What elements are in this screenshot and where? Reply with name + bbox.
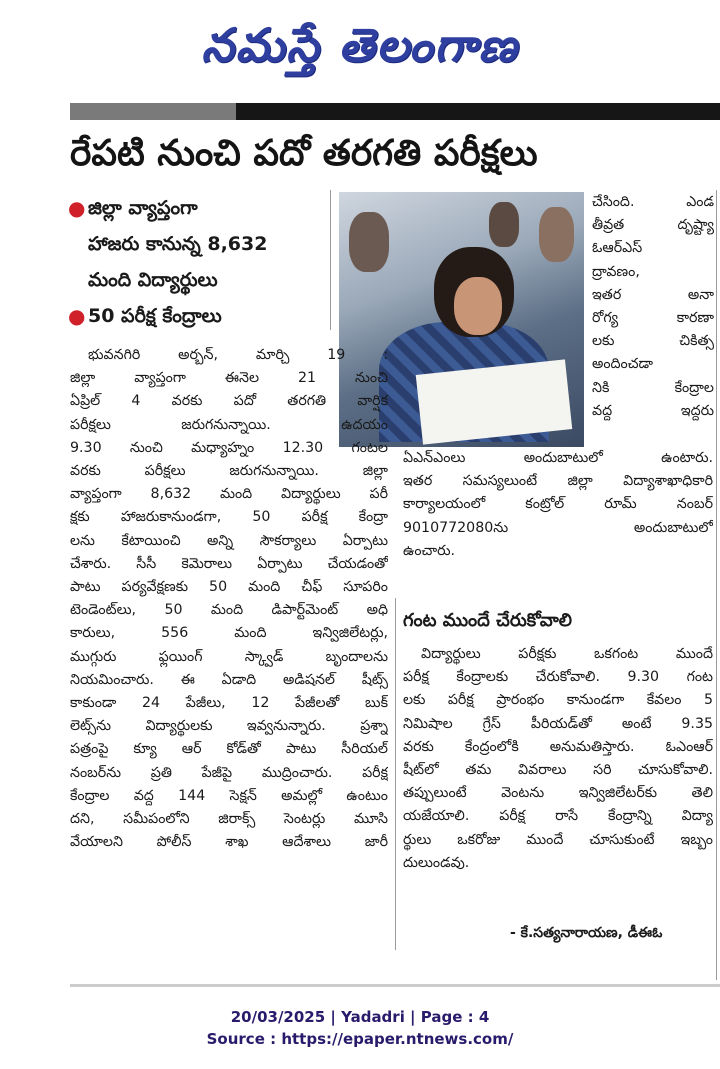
text-line: కేంద్రాల వద్ద 144 సెక్షన్ అమల్లో ఉంటుం bbox=[70, 787, 388, 804]
text-line: నిమిషాల గ్రేస్ పీరియడ్‌తో అంటే 9.35 bbox=[403, 715, 713, 732]
article-headline: రేపటి నుంచి పదో తరగతి పరీక్షలు bbox=[70, 133, 538, 174]
right-column-wide bbox=[403, 447, 713, 563]
text-line: వ్యాప్తంగా 8,632 మంది విద్యార్థులు పరీ bbox=[70, 486, 388, 503]
text-line: విద్యార్థులు పరీక్షకు ఒకగంట ముందే bbox=[421, 646, 713, 662]
text-line: ఇతర సమస్యలుంటే జిల్లా విద్యాశాఖాధికారి bbox=[403, 473, 713, 490]
text-line: చేసింది. ఎండ bbox=[592, 194, 714, 210]
text-line: క్షకు హాజరుకానుండగా, 50 పరీక్ష కేంద్రా bbox=[70, 509, 388, 526]
bullet-line: 50 పరీక్ష కేంద్రాలు bbox=[88, 305, 222, 327]
column-divider-middle bbox=[395, 598, 396, 950]
text-line: టెండెంట్‌లు, 50 మంది డిపార్ట్‌మెంట్ అధి bbox=[70, 602, 388, 619]
text-line: జిల్లా వ్యాప్తంగా ఈనెల 21 నుంచి bbox=[70, 370, 388, 387]
text-line: ముగ్గురు ఫ్లయింగ్ స్క్వాడ్ బృందాలను bbox=[70, 648, 388, 665]
text-line: పత్రంపై క్యూ ఆర్ కోడ్‌తో పాటు సీరియల్ bbox=[70, 741, 388, 758]
text-line: కాకుండా 24 పేజీలు, 12 పేజీలతో బుక్ bbox=[70, 695, 388, 712]
text-line: దులుండవు. bbox=[403, 854, 470, 871]
text-line: ఏప్రిల్ 4 వరకు పదో తరగతి వార్షిక bbox=[70, 393, 388, 410]
text-line: ఏఎన్ఎంలు అందుబాటులో ఉంటారు. bbox=[403, 450, 713, 466]
text-line: వరకు పరీక్షలు జరుగనున్నాయి. జిల్లా bbox=[70, 463, 388, 480]
text-line: చేశారు. సీసీ కెమెరాలు ఏర్పాటు చేయడంతో bbox=[70, 555, 388, 572]
text-line: తప్పులుంటే వెంటను ఇన్విజిలేటర్‌కు తెలి bbox=[403, 785, 713, 802]
column-divider-right bbox=[716, 190, 717, 980]
bullet-dot-icon: ● bbox=[68, 304, 86, 328]
header-bar-gray bbox=[70, 103, 236, 120]
bullet-line: మంది విద్యార్థులు bbox=[88, 269, 218, 291]
highlight-bullets bbox=[68, 190, 330, 334]
text-line: నికి కేంద్రాల bbox=[592, 379, 714, 396]
text-line: ఇతర అనా bbox=[592, 286, 714, 303]
text-line: యజేయాలి. పరీక్ష రాసే కేంద్రాన్ని విద్యా bbox=[403, 808, 713, 825]
footer-dateline: 20/03/2025 | Yadadri | Page : 4 bbox=[230, 1008, 490, 1026]
text-line: దని, సమీపంలోని జిరాక్స్ సెంటర్లు మూసి bbox=[70, 811, 388, 828]
subheading: గంట ముందే చేరుకోవాలి bbox=[403, 610, 572, 631]
text-line: 9010772080ను అందుబాటులో bbox=[403, 519, 713, 536]
masthead bbox=[0, 0, 720, 92]
text-line: వరకు కేంద్రంలోకి అనుమతిస్తారు. ఓఎంఆర్ bbox=[403, 738, 713, 755]
text-line: ర్థులు ఒకరోజు ముందే చూసుకుంటే ఇబ్బం bbox=[403, 831, 713, 848]
text-line: వేయాలని పోలీస్ శాఖ ఆదేశాలు జారీ bbox=[70, 834, 388, 851]
column-divider-left bbox=[330, 190, 331, 330]
text-line: నియమించారు. ఈ ఏడాది అడిషనల్ షీట్స్ bbox=[70, 671, 388, 688]
text-line: 9.30 నుంచి మధ్యాహ్నం 12.30 గంటల bbox=[70, 439, 388, 456]
header-bar bbox=[70, 103, 720, 120]
text-line: లకు చికిత్స bbox=[592, 333, 714, 350]
text-line: లెట్స్‌ను విద్యార్థులకు ఇవ్వనున్నారు. ప్రశ్నా bbox=[70, 718, 388, 735]
page-footer bbox=[0, 1006, 720, 1050]
text-line: పరీక్షలు జరుగనున్నాయి. ఉదయం bbox=[70, 416, 388, 433]
bottom-rule bbox=[70, 984, 720, 987]
text-line: భువనగిరి అర్బన్, మార్చి 19 : bbox=[88, 347, 388, 363]
text-line: లను కేటాయించి అన్ని సౌకర్యాలు ఏర్పాటు bbox=[70, 532, 388, 549]
header-bar-black bbox=[236, 103, 720, 120]
text-line: అందించడా bbox=[592, 356, 654, 373]
text-line: రోగ్య కారణా bbox=[592, 310, 714, 327]
text-line: కార్యాలయంలో కంట్రోల్ రూమ్ నంబర్ bbox=[403, 496, 713, 513]
text-line: ద్రావణం, bbox=[592, 263, 640, 280]
footer-source-link[interactable]: Source : https://epaper.ntnews.com/ bbox=[206, 1030, 514, 1048]
text-line: నంబర్‌ను ప్రతి పేజీపై ముద్రించారు. పరీక్ష bbox=[70, 764, 388, 781]
bullet-line: జిల్లా వ్యాప్తంగా bbox=[88, 197, 198, 219]
right-column-bottom bbox=[403, 643, 713, 875]
text-line: షీట్‌లో తమ వివరాలు సరి చూసుకోవాలి. bbox=[403, 762, 713, 779]
left-column-body bbox=[70, 344, 388, 854]
article-byline: - కే.సత్యనారాయణ, డీఈఓ bbox=[510, 925, 663, 941]
text-line: పరీక్ష కేంద్రాలకు చేరుకోవాలి. 9.30 గంట bbox=[403, 669, 713, 686]
bullet-item bbox=[68, 190, 330, 298]
text-line: తీవ్రత దృష్ట్యా bbox=[592, 217, 714, 234]
text-line: ఉంచారు. bbox=[403, 542, 455, 559]
bullet-item bbox=[68, 298, 330, 334]
right-column-top bbox=[592, 191, 714, 423]
bullet-dot-icon: ● bbox=[68, 196, 86, 220]
text-line: కారులు, 556 మంది ఇన్విజిలేటర్లు, bbox=[70, 625, 388, 642]
text-line: పాటు పర్యవేక్షణకు 50 మంది చీఫ్ సూపరిం bbox=[70, 579, 388, 596]
text-line: లకు పరీక్ష ప్రారంభం కానుండగా కేవలం 5 bbox=[403, 692, 713, 709]
newspaper-logo: నమస్తే తెలంగాణ bbox=[201, 18, 519, 72]
text-line: వద్ద ఇద్దరు bbox=[592, 402, 714, 419]
bullet-line: హాజరు కానున్న 8,632 bbox=[88, 233, 268, 255]
text-line: ఓఆర్ఎస్ bbox=[592, 240, 643, 257]
